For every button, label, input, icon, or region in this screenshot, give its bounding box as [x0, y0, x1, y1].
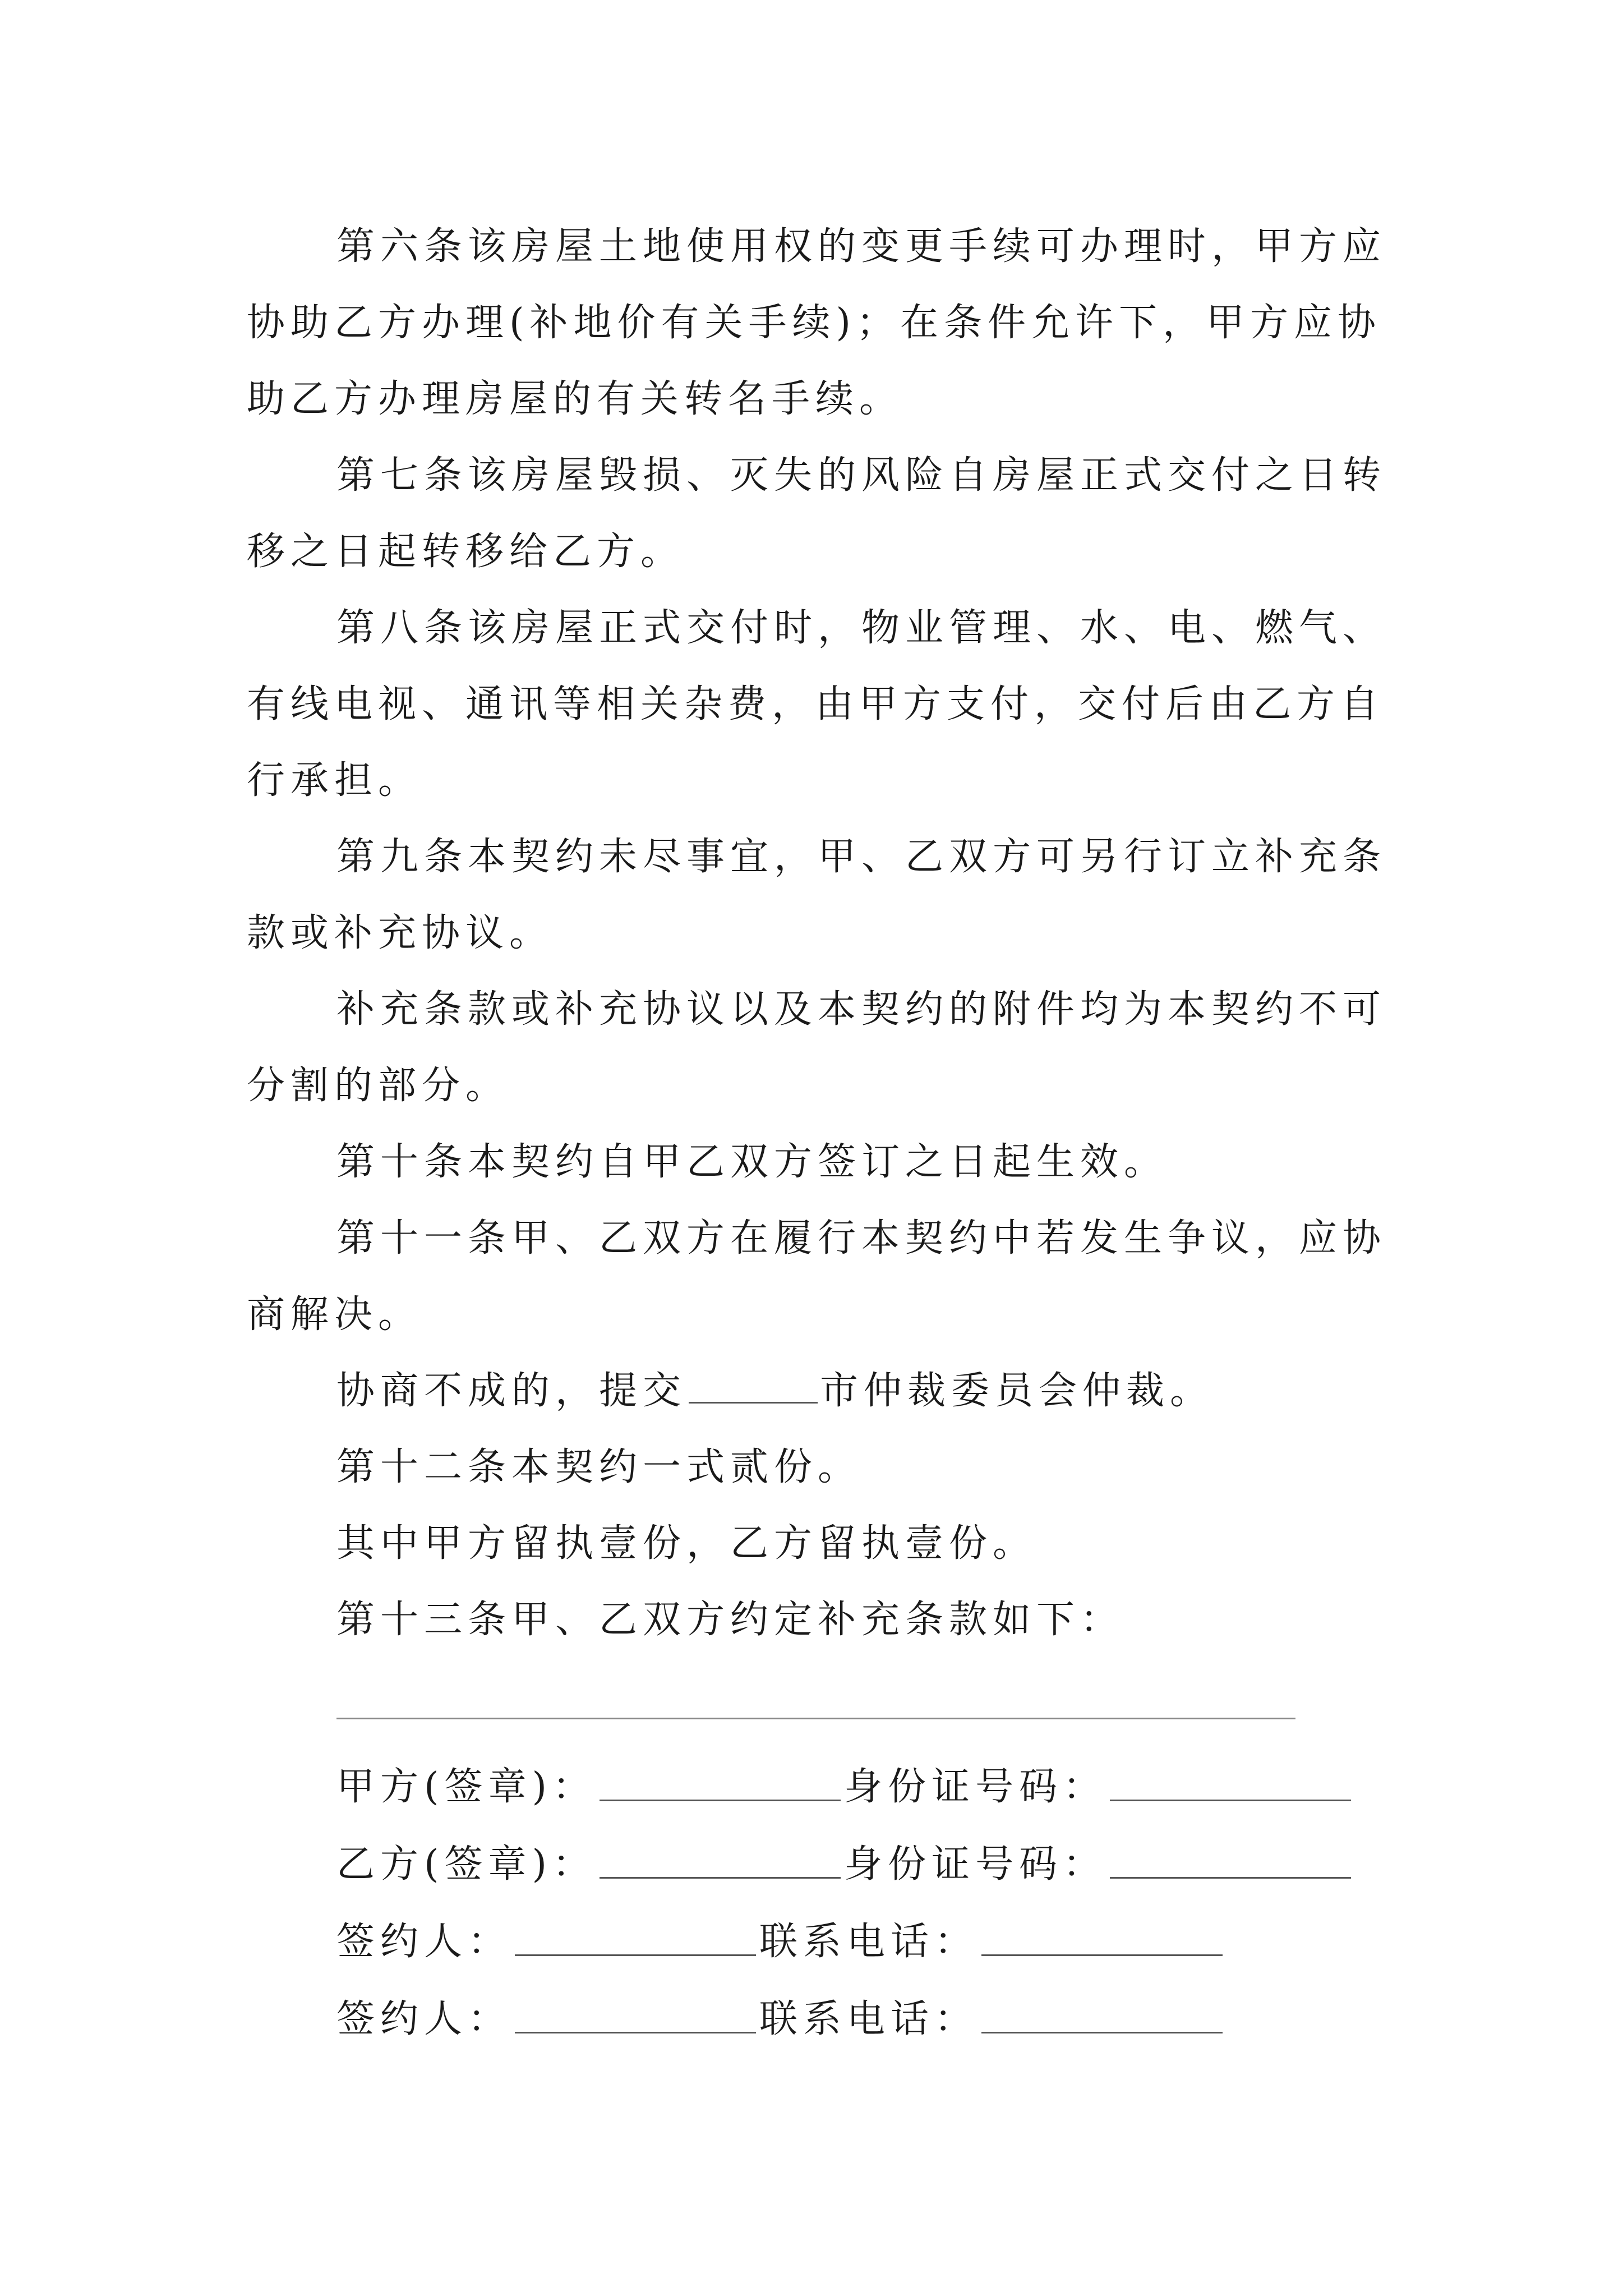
signer-1-row: [336, 1899, 1354, 1977]
signer-1-blank: [515, 1921, 756, 1956]
arbitration-city-blank: [689, 1369, 818, 1404]
party-a-row: [336, 1745, 1354, 1822]
party-b-row: [336, 1822, 1354, 1899]
clause-10: 第十条本契约自甲乙双方签订之日起生效。: [336, 1140, 1168, 1184]
supplementary-terms-line: [336, 1718, 1295, 1719]
party-a-id-label: 身份证号码：: [844, 1764, 1107, 1809]
clause-9-supplement: 补充条款或补充协议以及本契约的附件均为本契约不可分割的部分。: [247, 987, 1387, 1108]
clause-6: 第六条该房屋土地使用权的变更手续可办理时，甲方应协助乙方办理(补地价有关手续)；在条件允许下，甲方应协助乙方办理房屋的有关转名手续。: [247, 224, 1387, 421]
signer-1-phone-blank: [981, 1921, 1223, 1956]
clause-12-copies: 其中甲方留执壹份，乙方留执壹份。: [336, 1521, 1037, 1566]
clause-7: 第七条该房屋毁损、灭失的风险自房屋正式交付之日转移之日起转移给乙方。: [247, 453, 1387, 574]
arbitration-line: [247, 1353, 1391, 1429]
clause-12: 第十二条本契约一式贰份。: [336, 1445, 862, 1489]
party-a-signature-blank: [600, 1766, 841, 1801]
signature-block: [336, 1745, 1354, 2054]
signer-1-phone-label: 联系电话：: [759, 1919, 979, 1964]
clause-8: 第八条该房屋正式交付时，物业管理、水、电、燃气、有线电视、通讯等相关杂费，由甲方支付，交付后由乙方自行承担。: [247, 606, 1387, 803]
signer-2-phone-label: 联系电话：: [759, 1996, 979, 2041]
party-b-id-blank: [1110, 1843, 1351, 1879]
clause-11: 第十一条甲、乙双方在履行本契约中若发生争议，应协商解决。: [247, 1216, 1387, 1337]
contract-body: [247, 209, 1391, 1658]
party-b-id-label: 身份证号码：: [844, 1842, 1107, 1887]
signer-2-blank: [515, 1998, 756, 2033]
clause-9: 第九条本契约未尽事宜，甲、乙双方可另行订立补充条款或补充协议。: [247, 835, 1387, 955]
party-a-id-blank: [1110, 1766, 1351, 1801]
signer-1-label: 签约人：: [336, 1919, 512, 1964]
party-b-label: 乙方(签章)：: [336, 1842, 597, 1887]
party-a-label: 甲方(签章)：: [336, 1764, 597, 1809]
arbitration-text-before: 协商不成的，提交: [336, 1369, 687, 1413]
clause-13: 第十三条甲、乙双方约定补充条款如下：: [336, 1598, 1124, 1642]
party-b-signature-blank: [600, 1843, 841, 1879]
signer-2-row: [336, 1977, 1354, 2054]
signer-2-label: 签约人：: [336, 1996, 512, 2041]
signer-2-phone-blank: [981, 1998, 1223, 2033]
arbitration-text-after: 市仲裁委员会仲裁。: [820, 1369, 1214, 1413]
